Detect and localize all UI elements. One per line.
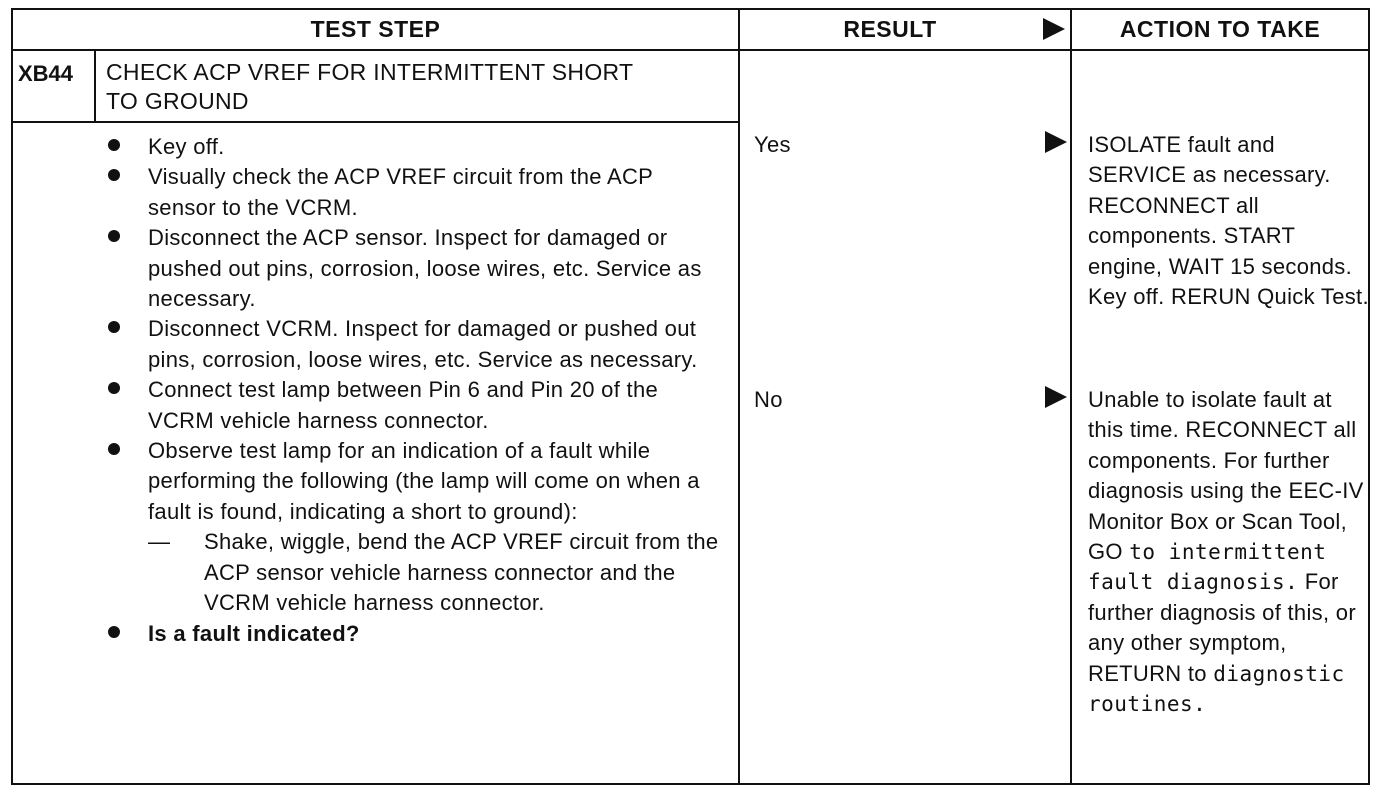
- step-bullet-text: Connect test lamp between Pin 6 and Pin 20 of the VCRM vehicle harness connector.: [148, 377, 659, 433]
- action-yes: ISOLATE fault and SERVICE as necessary. RECONNECT all components. START engine, WAIT 15 seconds. Key off. RERUN Quick Test.: [1088, 132, 1369, 310]
- step-bullet-5: [100, 375, 720, 436]
- step-id: XB44: [18, 61, 74, 86]
- bullet-icon: [108, 321, 120, 333]
- table-border-bottom: [11, 783, 1370, 785]
- step-bullet-3: [100, 223, 720, 314]
- test-step-list: [100, 132, 720, 649]
- bullet-icon: [108, 443, 120, 455]
- column-divider-result-action: [1070, 8, 1072, 785]
- step-bullet-text: Observe test lamp for an indication of a fault while performing the following (the lamp will come on when a fault is found, indicating a short to ground):: [148, 438, 700, 524]
- step-bullet-text: Key off.: [148, 134, 225, 159]
- step-bullet-text: Visually check the ACP VREF circuit from the ACP sensor to the VCRM.: [148, 164, 653, 220]
- step-sub-item: [148, 527, 720, 618]
- step-question: [100, 619, 720, 649]
- action-no-text-3: For further diagnosis of this, or any other symptom, RETURN to: [1088, 569, 1356, 686]
- step-bullet-text: Disconnect the ACP sensor. Inspect for damaged or pushed out pins, corrosion, loose wires, etc. Service as necessary.: [148, 225, 702, 312]
- step-id-divider: [94, 49, 96, 122]
- result-yes: Yes: [754, 132, 791, 157]
- step-bullet-1: [100, 132, 720, 162]
- step-title-divider: [11, 121, 740, 123]
- action-no-text-4: diagnostic routines.: [1088, 661, 1345, 717]
- dash-icon: —: [148, 529, 171, 555]
- action-no-text-2: to intermittent fault diagnosis.: [1088, 540, 1327, 595]
- bullet-icon: [108, 139, 120, 151]
- header-result: RESULT: [843, 15, 937, 42]
- step-sub-item-text: Shake, wiggle, bend the ACP VREF circuit from the ACP sensor vehicle harness connector and the VCRM vehicle harness connector.: [204, 529, 719, 616]
- action-no: [1088, 385, 1373, 719]
- column-divider-test-result: [738, 8, 740, 785]
- step-bullet-text: Disconnect VCRM. Inspect for damaged or pushed out pins, corrosion, loose wires, etc. Service as necessary.: [148, 316, 698, 372]
- step-bullet-2: [100, 162, 720, 223]
- bullet-icon: [108, 382, 120, 394]
- action-no-text-1: Unable to isolate fault at this time. RECONNECT all components. For further diagnosis using the EEC-IV Monitor Box or Scan Tool, GO: [1088, 387, 1364, 565]
- table-border-left: [11, 8, 13, 785]
- step-bullet-4: [100, 314, 720, 375]
- step-title-line-1: CHECK ACP VREF FOR INTERMITTENT SHORT: [106, 59, 634, 85]
- result-yes-arrow-icon: [1045, 131, 1067, 153]
- bullet-icon: [108, 169, 120, 181]
- result-no: No: [754, 387, 783, 412]
- step-bullet-6: [100, 436, 720, 618]
- step-title-line-2: TO GROUND: [106, 88, 249, 114]
- header-arrow-icon: [1043, 18, 1065, 40]
- bullet-icon: [108, 626, 120, 638]
- result-no-arrow-icon: [1045, 386, 1067, 408]
- header-test-step: TEST STEP: [310, 15, 441, 42]
- bullet-icon: [108, 230, 120, 242]
- header-action: ACTION TO TAKE: [1119, 15, 1321, 42]
- step-title: [106, 58, 726, 116]
- step-question-text: Is a fault indicated?: [148, 620, 360, 646]
